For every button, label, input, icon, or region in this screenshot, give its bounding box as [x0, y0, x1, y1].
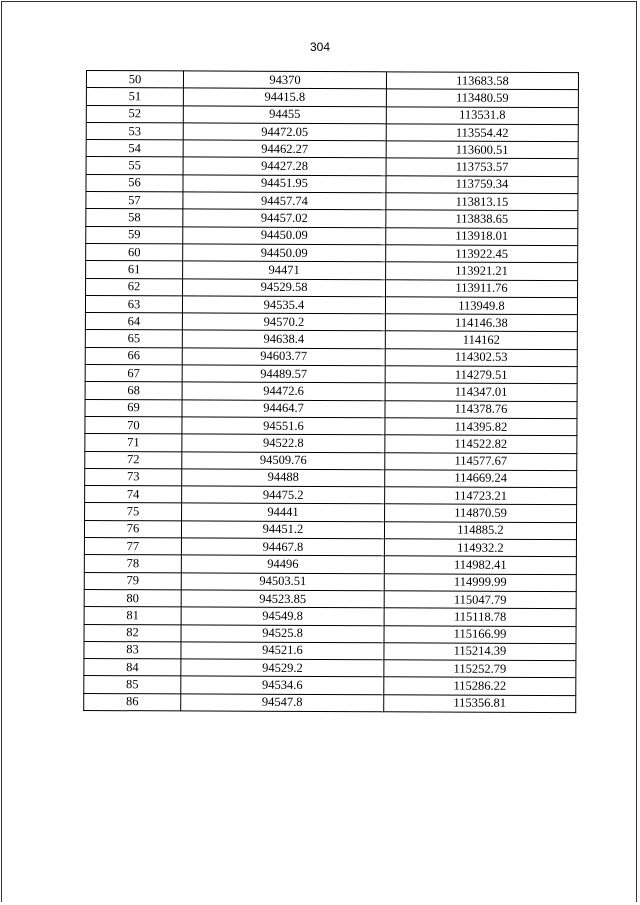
x-coordinate-cell: 94475.2 [182, 486, 385, 504]
x-coordinate-cell: 94551.6 [182, 417, 385, 435]
y-coordinate-cell: 114378.76 [385, 400, 577, 418]
x-coordinate-cell: 94370 [183, 71, 386, 89]
y-coordinate-cell: 114885.2 [384, 522, 576, 540]
x-coordinate-cell: 94464.7 [182, 400, 385, 418]
point-number-cell: 82 [84, 624, 181, 642]
point-number-cell: 83 [84, 641, 181, 659]
x-coordinate-cell: 94529.58 [183, 278, 386, 296]
table-row [84, 520, 576, 539]
point-number-cell: 80 [84, 589, 181, 607]
y-coordinate-cell: 113911.76 [386, 279, 578, 297]
x-coordinate-cell: 94471 [183, 261, 386, 279]
x-coordinate-cell: 94462.27 [183, 140, 386, 158]
x-coordinate-cell: 94415.8 [183, 88, 386, 106]
point-number-cell: 63 [85, 295, 182, 313]
point-number-cell: 52 [86, 105, 183, 123]
y-coordinate-cell: 114932.2 [384, 539, 576, 557]
table-row [86, 226, 578, 245]
x-coordinate-cell: 94522.8 [182, 434, 385, 452]
table-row [86, 140, 578, 159]
point-number-cell: 53 [86, 122, 183, 140]
table-body [84, 71, 579, 713]
point-number-cell: 86 [84, 693, 181, 711]
x-coordinate-cell: 94457.02 [183, 209, 386, 227]
table-row [85, 416, 577, 435]
y-coordinate-cell: 113838.65 [386, 210, 578, 228]
x-coordinate-cell: 94467.8 [181, 538, 384, 556]
x-coordinate-cell: 94457.74 [183, 192, 386, 210]
point-number-cell: 60 [86, 243, 183, 261]
y-coordinate-cell: 113753.57 [386, 158, 578, 176]
x-coordinate-cell: 94535.4 [182, 296, 385, 314]
table-row [84, 538, 576, 557]
y-coordinate-cell: 114522.82 [385, 435, 577, 453]
x-coordinate-cell: 94496 [181, 555, 384, 573]
table-row [85, 365, 577, 384]
y-coordinate-cell: 113600.51 [386, 141, 578, 159]
table-row [86, 71, 578, 90]
table-row [84, 572, 576, 591]
x-coordinate-cell: 94549.8 [181, 607, 384, 625]
point-number-cell: 50 [86, 71, 183, 89]
point-number-cell: 64 [85, 313, 182, 331]
table-row [86, 105, 578, 124]
x-coordinate-cell: 94441 [182, 503, 385, 521]
table-row [85, 451, 577, 470]
table-row [85, 399, 577, 418]
point-number-cell: 58 [86, 209, 183, 227]
point-number-cell: 61 [86, 261, 183, 279]
x-coordinate-cell: 94521.6 [181, 642, 384, 660]
x-coordinate-cell: 94451.2 [181, 521, 384, 539]
table-row [84, 693, 576, 712]
x-coordinate-cell: 94450.09 [183, 244, 386, 262]
table-row [86, 278, 578, 297]
table-row [85, 486, 577, 505]
x-coordinate-cell: 94638.4 [182, 330, 385, 348]
x-coordinate-cell: 94570.2 [182, 313, 385, 331]
point-number-cell: 71 [85, 434, 182, 452]
y-coordinate-cell: 113921.21 [386, 262, 578, 280]
point-number-cell: 75 [85, 503, 182, 521]
y-coordinate-cell: 115252.79 [384, 660, 576, 678]
y-coordinate-cell: 113759.34 [386, 176, 578, 194]
table-row [85, 347, 577, 366]
point-number-cell: 69 [85, 399, 182, 417]
table-row [86, 157, 578, 176]
table-row [85, 382, 577, 401]
y-coordinate-cell: 113918.01 [386, 227, 578, 245]
table-row [86, 209, 578, 228]
point-number-cell: 85 [84, 676, 181, 694]
table-row [86, 122, 578, 141]
y-coordinate-cell: 113949.8 [385, 297, 577, 315]
point-number-cell: 68 [85, 382, 182, 400]
point-number-cell: 76 [84, 520, 181, 538]
y-coordinate-cell: 113554.42 [386, 124, 578, 142]
point-number-cell: 67 [85, 365, 182, 383]
point-number-cell: 54 [86, 140, 183, 158]
point-number-cell: 70 [85, 416, 182, 434]
table-row [84, 676, 576, 695]
y-coordinate-cell: 115356.81 [384, 694, 576, 712]
x-coordinate-cell: 94489.57 [182, 365, 385, 383]
y-coordinate-cell: 114723.21 [385, 487, 577, 505]
point-number-cell: 65 [85, 330, 182, 348]
table-row [84, 659, 576, 678]
table-row [85, 468, 577, 487]
x-coordinate-cell: 94547.8 [181, 694, 384, 712]
table-row [85, 330, 577, 349]
x-coordinate-cell: 94523.85 [181, 590, 384, 608]
point-number-cell: 81 [84, 607, 181, 625]
y-coordinate-cell: 115047.79 [384, 591, 576, 609]
x-coordinate-cell: 94503.51 [181, 573, 384, 591]
x-coordinate-cell: 94488 [182, 469, 385, 487]
table-row [86, 243, 578, 262]
y-coordinate-cell: 113922.45 [386, 245, 578, 263]
table-row [86, 192, 578, 211]
coordinate-table [83, 70, 579, 713]
table-row [85, 503, 577, 522]
table-row [85, 295, 577, 314]
y-coordinate-cell: 114982.41 [384, 556, 576, 574]
y-coordinate-cell: 113480.59 [386, 89, 578, 107]
table-row [86, 174, 578, 193]
point-number-cell: 73 [85, 468, 182, 486]
point-number-cell: 62 [86, 278, 183, 296]
table-row [84, 589, 576, 608]
table-row [85, 313, 577, 332]
y-coordinate-cell: 113683.58 [386, 72, 578, 90]
page-number: 304 [309, 40, 331, 54]
x-coordinate-cell: 94603.77 [182, 348, 385, 366]
x-coordinate-cell: 94472.6 [182, 382, 385, 400]
y-coordinate-cell: 113813.15 [386, 193, 578, 211]
x-coordinate-cell: 94525.8 [181, 624, 384, 642]
y-coordinate-cell: 115166.99 [384, 625, 576, 643]
y-coordinate-cell: 114395.82 [385, 418, 577, 436]
point-number-cell: 59 [86, 226, 183, 244]
x-coordinate-cell: 94472.05 [183, 123, 386, 141]
table-row [85, 434, 577, 453]
point-number-cell: 78 [84, 555, 181, 573]
x-coordinate-cell: 94529.2 [181, 659, 384, 677]
x-coordinate-cell: 94451.95 [183, 175, 386, 193]
y-coordinate-cell: 114999.99 [384, 573, 576, 591]
table-row [84, 607, 576, 626]
point-number-cell: 79 [84, 572, 181, 590]
x-coordinate-cell: 94427.28 [183, 157, 386, 175]
point-number-cell: 66 [85, 347, 182, 365]
x-coordinate-cell: 94455 [183, 106, 386, 124]
y-coordinate-cell: 114669.24 [385, 470, 577, 488]
x-coordinate-cell: 94509.76 [182, 451, 385, 469]
point-number-cell: 84 [84, 659, 181, 677]
y-coordinate-cell: 113531.8 [386, 106, 578, 124]
table-row [84, 555, 576, 574]
y-coordinate-cell: 114162 [385, 331, 577, 349]
y-coordinate-cell: 115118.78 [384, 608, 576, 626]
table-row [86, 261, 578, 280]
point-number-cell: 55 [86, 157, 183, 175]
x-coordinate-cell: 94450.09 [183, 227, 386, 245]
y-coordinate-cell: 114577.67 [385, 452, 577, 470]
y-coordinate-cell: 114870.59 [385, 504, 577, 522]
y-coordinate-cell: 114347.01 [385, 383, 577, 401]
point-number-cell: 57 [86, 192, 183, 210]
point-number-cell: 77 [84, 538, 181, 556]
point-number-cell: 72 [85, 451, 182, 469]
table-row [86, 88, 578, 107]
table-row [84, 624, 576, 643]
y-coordinate-cell: 114302.53 [385, 349, 577, 367]
y-coordinate-cell: 114279.51 [385, 366, 577, 384]
point-number-cell: 56 [86, 174, 183, 192]
y-coordinate-cell: 115286.22 [384, 677, 576, 695]
y-coordinate-cell: 115214.39 [384, 643, 576, 661]
table-row [84, 641, 576, 660]
point-number-cell: 74 [85, 486, 182, 504]
x-coordinate-cell: 94534.6 [181, 676, 384, 694]
y-coordinate-cell: 114146.38 [385, 314, 577, 332]
point-number-cell: 51 [86, 88, 183, 106]
